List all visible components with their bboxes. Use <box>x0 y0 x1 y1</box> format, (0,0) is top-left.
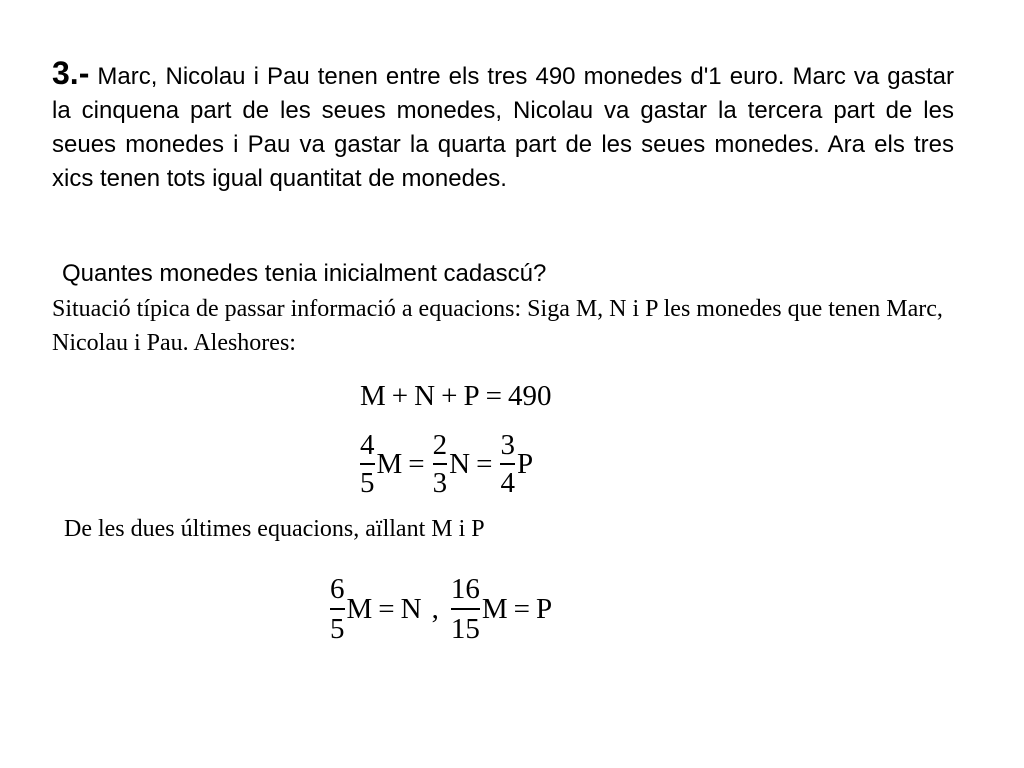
denominator: 15 <box>450 612 480 645</box>
equation-isolated <box>328 566 552 652</box>
fraction <box>360 429 375 499</box>
problem-number: 3.- <box>52 55 90 91</box>
numerator: 6 <box>330 573 345 606</box>
var-n: N <box>400 592 422 625</box>
problem-statement <box>52 56 954 196</box>
numerator: 16 <box>450 573 480 606</box>
var-n: N <box>449 447 471 480</box>
question: Quantes monedes tenia inicialment cadascú? <box>62 260 547 287</box>
solution-intro: Situació típica de passar informació a equacions: Siga M, N i P les monedes que tenen Marc, Nicolau i Pau. Aleshores: <box>52 296 943 356</box>
numerator: 3 <box>500 429 515 462</box>
denominator: 3 <box>432 466 448 499</box>
solution-step-text: De les dues últimes equacions, aïllant M i P <box>64 516 485 542</box>
denominator: 5 <box>360 466 375 499</box>
fraction <box>330 572 345 646</box>
numerator: 4 <box>360 429 375 462</box>
plus-sign: + <box>391 379 409 412</box>
fraction-bar <box>433 463 448 465</box>
equals-sign: = <box>476 447 493 480</box>
fraction <box>500 429 515 499</box>
var-m: M <box>360 379 386 412</box>
fraction-bar <box>360 463 375 465</box>
fraction <box>451 572 480 646</box>
equals-sign: = <box>408 447 425 480</box>
equals-sign: = <box>513 592 531 625</box>
var-m: M <box>346 592 373 625</box>
fraction-bar <box>500 463 515 465</box>
var-n: N <box>414 379 436 412</box>
problem-text: Marc, Nicolau i Pau tenen entre els tres 490 monedes d'1 euro. Marc va gastar la cinquena part de les seues monedes, Nicolau va gastar la tercera part de les seues monedes i Pau va gastar la quarta part de les seues monedes. Ara els tres xics tenen tots igual quantitat de monedes. <box>52 63 955 192</box>
numerator: 2 <box>432 429 448 462</box>
plus-sign: + <box>441 379 458 412</box>
var-p: P <box>516 447 534 480</box>
var-m: M <box>481 592 508 625</box>
var-p: P <box>536 592 553 625</box>
var-m: M <box>376 447 403 480</box>
separator-comma: , <box>431 592 439 625</box>
total-value: 490 <box>507 379 552 412</box>
fraction-bar <box>451 608 480 610</box>
fraction-bar <box>330 608 345 610</box>
equals-sign: = <box>378 592 395 625</box>
denominator: 4 <box>500 466 515 499</box>
equation-fractions <box>358 424 533 504</box>
equals-sign: = <box>485 379 502 412</box>
fraction <box>433 429 448 499</box>
denominator: 5 <box>330 612 345 645</box>
var-p: P <box>463 379 480 412</box>
equation-sum <box>360 376 551 416</box>
